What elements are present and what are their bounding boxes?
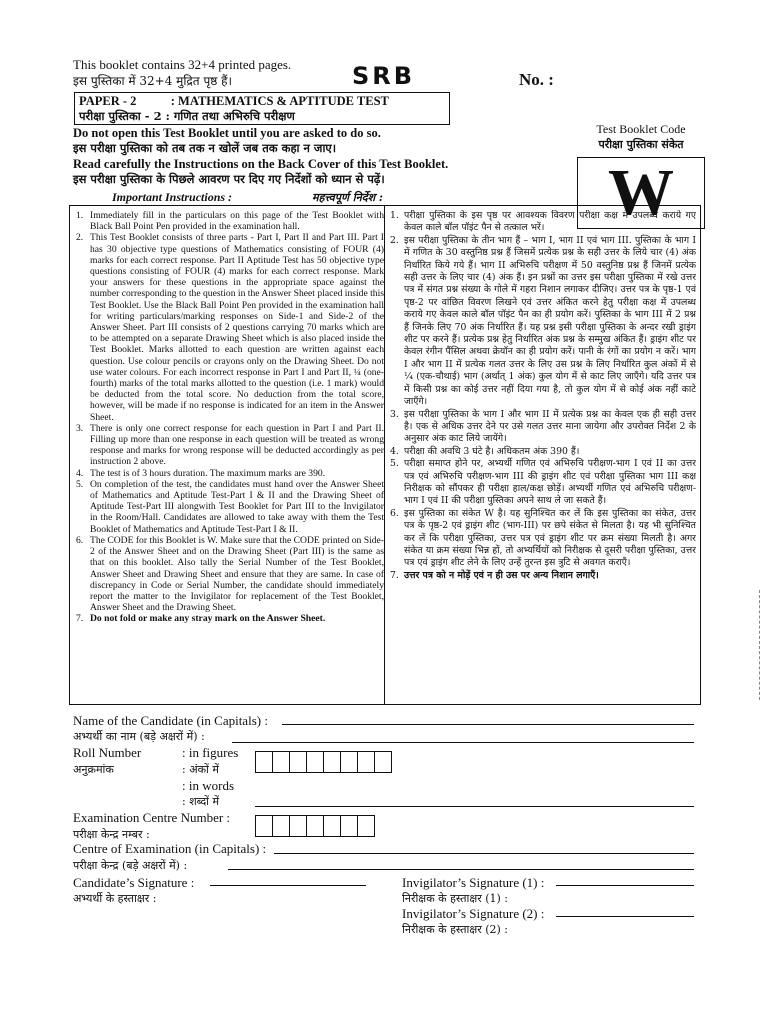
candidate-name-label-hi: अभ्यर्थी का नाम (बड़े अक्षरों में) :: [73, 730, 205, 743]
series-code: SRB: [352, 62, 416, 90]
centre-number-label-en: Examination Centre Number :: [73, 810, 231, 825]
invigilator2-signature-label-hi: निरीक्षक के हस्ताक्षर (2) :: [402, 923, 508, 936]
instruction-item: [76, 468, 384, 479]
instruction-text: The CODE for this Booklet is W. Make sure that the CODE printed on Side-2 of the Answer Sheet and on the Drawing Sheet (Part III) is the same as that on this booklet. Also tally the Serial Number of the Test Booklet, Answer Sheet and Drawing Sheet and ensure that they are same. In case of discrepancy in Code or Serial Number, the candidate should immediately report the matter to the Invigilator for replacement of the Test Booklet, Answer Sheet and the Drawing Sheet.: [90, 534, 384, 614]
centre-number-label-hi: परीक्षा केन्द्र नम्बर :: [73, 828, 150, 841]
warning-open-hi: इस परीक्षा पुस्तिका को तब तक न खोलें जब तक कहा न जाए।: [73, 141, 337, 155]
warning-read-en: Read carefully the Instructions on the Back Cover of this Test Booklet.: [73, 157, 449, 171]
centre-name-label-en: Centre of Examination (in Capitals) :: [73, 841, 267, 856]
candidate-name-field-2[interactable]: [232, 742, 694, 743]
instruction-text: इस पुस्तिका का संकेत W है। यह सुनिश्चित कर लें कि इस पुस्तिका का संकेत, उत्तर पत्र के पृष्ठ-2 एवं ड्राइंग शीट (भाग-III) पर छपे संकेत से मिलता है। यह भी सुनिश्चित कर लें कि परीक्षा पुस्तिका, उत्तर पत्र एवं ड्राइंग शीट पर क्रम संख्या मिलती है। अगर संकेत या क्रम संख्या भिन्न हों, तो अभ्यर्थियों को निरीक्षक से दूसरी परीक्षा पुस्तिका, उत्तर पत्र एवं ड्राइंग शीट लेने के लिए उन्हें तुरन्त इस त्रुटि से अवगत कराएँ।: [404, 507, 696, 569]
instruction-text: इस परीक्षा पुस्तिका के तीन भाग हैं – भाग I, भाग II एवं भाग III. पुस्तिका के भाग I में गणित के 30 वस्तुनिष्ठ प्रश्न हैं जिसमें प्रत्येक प्रश्न के सही उत्तर के लिये चार (4) अंक निर्धारित किये गये हैं। भाग II अभिरुचि परीक्षण में 50 वस्तुनिष्ठ प्रश्न हैं जिनमें प्रत्येक सही उत्तर के लिए चार (4) अंक हैं। इन प्रश्नों का उत्तर इस परीक्षा पुस्तिका में रखे उत्तर पत्र में संगत प्रश्न संख्या के गोले में गहरा निशान लगाकर दीजिए। उत्तर पत्र के पृष्ठ-1 एवं पृष्ठ-2 पर वांछित विवरण लिखने एवं उत्तर अंकित करने हेतु परीक्षा कक्ष में उपलब्ध कराये गए केवल काले बॉल पॉइंट पैन का ही प्रयोग करें। पुस्तिका के भाग III में 2 प्रश्न हैं जिनके लिए 70 अंक निर्धारित हैं। यह प्रश्न इसी परीक्षा पुस्तिका के अन्दर रखी ड्राइंग शीट पर करने हैं। प्रत्येक प्रश्न हेतु निर्धारित अंक प्रश्न के सम्मुख अंकित हैं। ड्राइंग शीट पर केवल रंगीन पैंसिल अथवा क्रेयॉन का ही प्रयोग करें। पानी के रंगों का प्रयोग न करें। भाग I और भाग II में प्रत्येक गलत उत्तर के लिए उस प्रश्न के लिए निर्धारित कुल अंकों में से ¼ (एक-चौथाई) भाग (अर्थात् 1 अंक) कुल योग में से काट लिए जाएँगे। यदि उत्तर पत्र में किसी प्रश्न का कोई उत्तर नहीं दिया गया है, तो कुल योग में से कोई अंक नहीं काटे जाएँगे।: [404, 234, 696, 408]
instruction-text: The test is of 3 hours duration. The maximum marks are 390.: [90, 467, 326, 479]
instruction-item: [76, 423, 384, 468]
candidate-name-label-en: Name of the Candidate (in Capitals) :: [73, 713, 268, 728]
in-words-label-en: : in words: [182, 778, 234, 793]
instruction-text: On completion of the test, the candidates must hand over the Answer Sheet of Mathematics and Aptitude Test-Part I & II and the Drawing Sheet of Aptitude Test-Part III alongwith Test Booklet for Part III to the Invigilator in the Room/Hall. Candidates are allowed to take away with them the Test Booklet of Mathematics and Aptitude Test-Part I & II.: [90, 478, 384, 535]
instruction-item: [390, 210, 696, 235]
instruction-item: [76, 535, 384, 613]
roll-number-words-field[interactable]: [255, 806, 694, 807]
warning-open-en: Do not open this Test Booklet until you are asked to do so.: [73, 126, 381, 140]
instructions-english: [76, 210, 384, 625]
centre-name-field[interactable]: [274, 853, 694, 854]
instruction-item: [390, 409, 696, 446]
instruction-item: [76, 210, 384, 232]
instruction-item: [390, 446, 696, 458]
instruction-text: Immediately fill in the particulars on this page of the Test Booklet with Black Ball Point Pen provided in the examination hall.: [90, 210, 384, 233]
booklet-code-label-en: Test Booklet Code: [596, 122, 686, 136]
booklet-code-label: [586, 122, 696, 152]
important-instructions-en: Important Instructions :: [112, 190, 233, 204]
warning-read-hi: इस परीक्षा पुस्तिका के पिछले आवरण पर दिए गए निर्देशों को ध्यान से पढ़ें।: [73, 172, 385, 186]
instruction-number: 1.: [76, 210, 84, 221]
instruction-item: [390, 570, 696, 582]
in-figures-label-hi: : अंकों में: [182, 763, 219, 776]
candidate-signature-label-hi: अभ्यर्थी के हस्ताक्षर :: [73, 892, 157, 905]
instruction-item: [390, 458, 696, 508]
instruction-number: 5.: [76, 478, 84, 490]
instruction-item: [390, 508, 696, 570]
instruction-text: This Test Booklet consists of three parts - Part I, Part II and Part III. Part I has 30 objective type questions of Mathematics consisting of FOUR (4) marks for each correct response. Part II Aptitude Test has 50 objective type questions consisting of FOUR (4) marks for each correct response. Mark your answers for these questions in the appropriate space against the number corresponding to the question in the Answer Sheet placed inside this Test Booklet. Use the Black Ball Point Pen provided in the examination hall for writing particulars/marking responses on Side-1 and Side-2 of the Answer Sheet. Part III consists of 2 questions carrying 70 marks which are to be attempted on a separate Drawing Sheet which is also placed inside the Test Booklet. Marks allotted to each question are written against each question. Use colour pencils or crayons only on the Drawing Sheet. Do not use water colours. For each incorrect response in Part I and Part II, ¼ (one-fourth) marks of the total marks allotted to the question (i.e. 1 mark) would be deducted from the total score. No deduction from the total score, however, will be made if no response is indicated for an item in the Answer Sheet.: [90, 232, 384, 423]
in-words-label-hi: : शब्दों में: [182, 795, 220, 808]
instruction-number: 6.: [390, 507, 399, 519]
centre-name-field-2[interactable]: [228, 869, 694, 870]
instruction-number: 7.: [390, 569, 399, 581]
instruction-number: 3.: [76, 422, 84, 434]
candidate-name-field[interactable]: [282, 724, 694, 725]
column-divider: [384, 205, 385, 705]
printed-pages-en: This booklet contains 32+4 printed pages.: [73, 57, 292, 72]
booklet-number-label: No. :: [519, 70, 554, 89]
booklet-code: W: [577, 157, 705, 229]
roll-number-label-en: Roll Number: [73, 745, 142, 760]
invigilator1-signature-label-hi: निरीक्षक के हस्ताक्षर (1) :: [402, 892, 508, 905]
roll-number-label-hi: अनुक्रमांक: [73, 763, 114, 776]
instruction-text: Do not fold or make any stray mark on the Answer Sheet.: [90, 613, 326, 625]
instruction-number: 6.: [76, 534, 84, 546]
candidate-signature-label-en: Candidate’s Signature :: [73, 875, 195, 890]
paper-title-hi: परीक्षा पुस्तिका - 2 : गणित तथा अभिरुचि परीक्षण: [79, 109, 295, 123]
invigilator1-signature-label-en: Invigilator’s Signature (1) :: [402, 875, 545, 890]
instructions-box: [69, 205, 701, 705]
invigilator2-signature-label-en: Invigilator’s Signature (2) :: [402, 906, 545, 921]
instruction-text: इस परीक्षा पुस्तिका के भाग I और भाग II में प्रत्येक प्रश्न का केवल एक ही सही उत्तर है। एक से अधिक उत्तर देने पर उसे गलत उत्तर माना जायेगा और उपरोक्त निर्देश 2 के अनुसार अंक काट लिये जायेंगे।: [404, 408, 696, 445]
important-instructions-hi: महत्त्वपूर्ण निर्देश :: [312, 191, 383, 204]
instruction-text: परीक्षा पुस्तिका के इस पृष्ठ पर आवश्यक विवरण परीक्षा कक्ष में उपलब्ध कराये गए केवल काले बॉल पॉइंट पैन से तत्काल भरें।: [404, 210, 696, 234]
instruction-item: [390, 235, 696, 409]
instruction-number: 4.: [76, 467, 84, 479]
centre-name-label-hi: परीक्षा केन्द्र (बड़े अक्षरों में) :: [73, 859, 188, 872]
instruction-text: उत्तर पत्र को न मोड़ें एवं न ही उस पर अन्य निशान लगाएँ।: [404, 569, 599, 581]
instruction-text: परीक्षा समाप्त होने पर, अभ्यर्थी गणित एवं अभिरुचि परीक्षण-भाग I एवं II का उत्तर पत्र एवं अभिरुचि परीक्षण-भाग III की ड्राइंग शीट एवं परीक्षा पुस्तिका भाग III कक्ष निरीक्षक को सौंपकर ही परीक्षा हाल/कक्ष छोड़ें। अभ्यर्थी गणित एवं अभिरुचि परीक्षण-भाग I एवं II की परीक्षा पुस्तिका अपने साथ ले जा सकते हैं।: [404, 458, 696, 507]
invigilator1-signature-field[interactable]: [556, 885, 694, 886]
instruction-number: 7.: [76, 613, 84, 625]
instructions-hindi: [390, 210, 696, 582]
perforation-line: [759, 590, 760, 700]
roll-number-boxes[interactable]: [255, 751, 391, 773]
invigilator2-signature-field[interactable]: [556, 916, 694, 917]
instruction-number: 2.: [76, 232, 84, 244]
instruction-item: [76, 479, 384, 535]
instruction-text: There is only one correct response for each question in Part I and Part II. Filling up more than one response in each question will be treated as wrong response and marks for wrong response will be deducted accordingly as per instruction 2 above.: [90, 422, 384, 468]
instruction-number: 1.: [390, 210, 399, 221]
instruction-number: 4.: [390, 445, 399, 457]
instruction-item: [76, 613, 384, 624]
instruction-text: परीक्षा की अवधि 3 घंटे है। अधिकतम अंक 390 हैं।: [404, 445, 580, 457]
printed-pages-hi: इस पुस्तिका में 32+4 मुद्रित पृष्ठ हैं।: [73, 74, 233, 88]
booklet-code-label-hi: परीक्षा पुस्तिका संकेत: [598, 138, 684, 151]
candidate-signature-field[interactable]: [210, 885, 366, 886]
instruction-number: 3.: [390, 408, 399, 420]
instruction-item: [76, 232, 384, 422]
centre-number-boxes[interactable]: [255, 815, 374, 837]
paper-title-box: [74, 92, 450, 125]
in-figures-label-en: : in figures: [182, 745, 239, 760]
instruction-number: 2.: [390, 234, 399, 246]
instruction-number: 5.: [390, 458, 399, 470]
paper-title-en: PAPER - 2 : MATHEMATICS & APTITUDE TEST: [79, 94, 389, 108]
